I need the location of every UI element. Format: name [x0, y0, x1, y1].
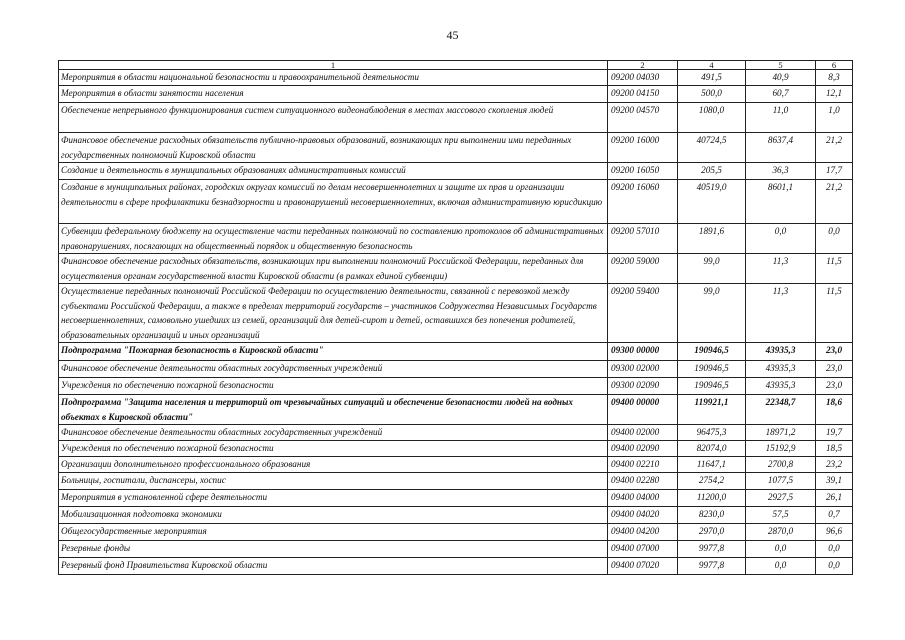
row-actual-value-cell: 8601,1	[746, 180, 816, 224]
row-actual-value-cell: 0,0	[746, 224, 816, 254]
row-name-cell: Субвенции федеральному бюджету на осуществление части переданных полномочий по составлению протоколов об административных правонарушениях, посягающих на общественный порядок и общественную безопасность	[59, 224, 608, 254]
row-code-cell: 09300 02000	[608, 361, 678, 378]
row-code-cell: 09200 16000	[608, 133, 678, 163]
table-row	[59, 343, 853, 361]
table-row	[59, 378, 853, 395]
row-actual-value-cell: 11,3	[746, 284, 816, 343]
page-number: 45	[446, 28, 459, 42]
row-code-cell: 09400 02090	[608, 441, 678, 457]
header-cell-percent: 6	[816, 61, 853, 70]
budget-table	[58, 60, 853, 575]
table-header-row	[59, 61, 853, 70]
row-plan-value-cell: 8230,0	[678, 507, 746, 524]
table-row	[59, 558, 853, 575]
row-percent-cell: 39,1	[816, 473, 853, 490]
table-row	[59, 441, 853, 457]
row-code-cell: 09300 02090	[608, 378, 678, 395]
row-percent-cell: 18,5	[816, 441, 853, 457]
row-name-cell: Подпрограмма "Защита населения и территорий от чрезвычайных ситуаций и обеспечение безопасности людей на водных объектах в Кировской области"	[59, 395, 608, 425]
row-percent-cell: 0,7	[816, 507, 853, 524]
row-name-cell: Мероприятия в области национальной безопасности и правоохранительной деятельности	[59, 70, 608, 86]
row-actual-value-cell: 11,0	[746, 103, 816, 133]
row-plan-value-cell: 2970,0	[678, 524, 746, 541]
row-name-cell: Резервный фонд Правительства Кировской области	[59, 558, 608, 575]
table-row	[59, 507, 853, 524]
row-name-cell: Учреждения по обеспечению пожарной безопасности	[59, 378, 608, 395]
row-percent-cell: 19,7	[816, 425, 853, 441]
table-row	[59, 163, 853, 180]
row-name-cell: Создание и деятельность в муниципальных образованиях административных комиссий	[59, 163, 608, 180]
row-name-cell: Общегосударственные мероприятия	[59, 524, 608, 541]
row-actual-value-cell: 43935,3	[746, 343, 816, 361]
row-percent-cell: 0,0	[816, 541, 853, 558]
row-actual-value-cell: 2700,8	[746, 457, 816, 473]
row-actual-value-cell: 22348,7	[746, 395, 816, 425]
table-row	[59, 133, 853, 163]
row-name-cell: Создание в муниципальных районах, городских округах комиссий по делам несовершеннолетних и защите их прав и организации деятельности в сфере профилактики безнадзорности и правонарушений несовершеннолетних, включая административную юрисдикцию	[59, 180, 608, 224]
table-row	[59, 490, 853, 507]
row-percent-cell: 11,5	[816, 254, 853, 284]
table-row	[59, 361, 853, 378]
row-plan-value-cell: 491,5	[678, 70, 746, 86]
row-actual-value-cell: 18971,2	[746, 425, 816, 441]
row-plan-value-cell: 11647,1	[678, 457, 746, 473]
row-actual-value-cell: 2870,0	[746, 524, 816, 541]
row-percent-cell: 17,7	[816, 163, 853, 180]
row-code-cell: 09200 59400	[608, 284, 678, 343]
row-actual-value-cell: 40,9	[746, 70, 816, 86]
row-plan-value-cell: 82074,0	[678, 441, 746, 457]
row-percent-cell: 26,1	[816, 490, 853, 507]
row-actual-value-cell: 1077,5	[746, 473, 816, 490]
row-code-cell: 09300 00000	[608, 343, 678, 361]
row-actual-value-cell: 15192,9	[746, 441, 816, 457]
row-plan-value-cell: 40724,5	[678, 133, 746, 163]
row-name-cell: Мероприятия в установленной сфере деятельности	[59, 490, 608, 507]
row-plan-value-cell: 190946,5	[678, 361, 746, 378]
row-percent-cell: 0,0	[816, 224, 853, 254]
row-plan-value-cell: 99,0	[678, 284, 746, 343]
table-row	[59, 457, 853, 473]
table-row	[59, 103, 853, 133]
row-plan-value-cell: 9977,8	[678, 558, 746, 575]
table-row	[59, 395, 853, 425]
table-row	[59, 541, 853, 558]
row-name-cell: Организации дополнительного профессионального образования	[59, 457, 608, 473]
row-plan-value-cell: 1080,0	[678, 103, 746, 133]
row-name-cell: Финансовое обеспечение деятельности областных государственных учреждений	[59, 425, 608, 441]
row-plan-value-cell: 11200,0	[678, 490, 746, 507]
row-code-cell: 09400 07020	[608, 558, 678, 575]
row-percent-cell: 23,2	[816, 457, 853, 473]
row-actual-value-cell: 11,3	[746, 254, 816, 284]
row-code-cell: 09400 02000	[608, 425, 678, 441]
row-percent-cell: 1,0	[816, 103, 853, 133]
table-row	[59, 284, 853, 343]
row-code-cell: 09400 02280	[608, 473, 678, 490]
row-plan-value-cell: 2754,2	[678, 473, 746, 490]
row-name-cell: Учреждения по обеспечению пожарной безопасности	[59, 441, 608, 457]
row-actual-value-cell: 57,5	[746, 507, 816, 524]
row-name-cell: Мобилизационная подготовка экономики	[59, 507, 608, 524]
row-plan-value-cell: 119921,1	[678, 395, 746, 425]
row-name-cell: Финансовое обеспечение деятельности областных государственных учреждений	[59, 361, 608, 378]
row-plan-value-cell: 99,0	[678, 254, 746, 284]
row-actual-value-cell: 43935,3	[746, 361, 816, 378]
row-percent-cell: 8,3	[816, 70, 853, 86]
row-name-cell: Финансовое обеспечение расходных обязательств, возникающих при выполнении полномочий Российской Федерации, переданных для осуществления органам государственной власти Кировской области (в рамках единой субвенции)	[59, 254, 608, 284]
row-code-cell: 09400 00000	[608, 395, 678, 425]
row-percent-cell: 11,5	[816, 284, 853, 343]
row-plan-value-cell: 9977,8	[678, 541, 746, 558]
row-code-cell: 09200 59000	[608, 254, 678, 284]
row-percent-cell: 23,0	[816, 343, 853, 361]
row-name-cell: Подпрограмма "Пожарная безопасность в Кировской области"	[59, 343, 608, 361]
row-code-cell: 09200 04570	[608, 103, 678, 133]
row-percent-cell: 21,2	[816, 180, 853, 224]
row-name-cell: Больницы, госпитали, диспансеры, хоспис	[59, 473, 608, 490]
table-row	[59, 524, 853, 541]
row-name-cell: Резервные фонды	[59, 541, 608, 558]
table-row	[59, 86, 853, 103]
row-code-cell: 09200 16050	[608, 163, 678, 180]
row-code-cell: 09400 07000	[608, 541, 678, 558]
row-percent-cell: 96,6	[816, 524, 853, 541]
row-percent-cell: 12,1	[816, 86, 853, 103]
row-percent-cell: 23,0	[816, 378, 853, 395]
row-actual-value-cell: 2927,5	[746, 490, 816, 507]
row-code-cell: 09400 04000	[608, 490, 678, 507]
row-actual-value-cell: 0,0	[746, 558, 816, 575]
row-name-cell: Мероприятия в области занятости населения	[59, 86, 608, 103]
row-plan-value-cell: 190946,5	[678, 378, 746, 395]
row-percent-cell: 23,0	[816, 361, 853, 378]
row-plan-value-cell: 205,5	[678, 163, 746, 180]
row-name-cell: Осуществление переданных полномочий Российской Федерации по осуществлению деятельности, связанной с перевозкой между субъектами Российской Федерации, а также в пределах территорий государств – участников Содружества Независимых Государств несовершеннолетних, самовольно ушедших из семей, организаций для детей-сирот и детей, оставшихся без попечения родителей, образовательных организаций и иных организаций	[59, 284, 608, 343]
row-plan-value-cell: 40519,0	[678, 180, 746, 224]
row-plan-value-cell: 190946,5	[678, 343, 746, 361]
row-name-cell: Обеспечение непрерывного функционирования систем ситуационного видеонаблюдения в местах массового скопления людей	[59, 103, 608, 133]
table-row	[59, 425, 853, 441]
header-cell-plan: 4	[678, 61, 746, 70]
table-row	[59, 254, 853, 284]
row-code-cell: 09200 57010	[608, 224, 678, 254]
row-percent-cell: 21,2	[816, 133, 853, 163]
table-row	[59, 70, 853, 86]
row-actual-value-cell: 60,7	[746, 86, 816, 103]
row-percent-cell: 18,6	[816, 395, 853, 425]
row-actual-value-cell: 8637,4	[746, 133, 816, 163]
row-actual-value-cell: 43935,3	[746, 378, 816, 395]
row-name-cell: Финансовое обеспечение расходных обязательств публично-правовых образований, возникающих при выполнении ими переданных государственных полномочий Кировской области	[59, 133, 608, 163]
row-percent-cell: 0,0	[816, 558, 853, 575]
row-code-cell: 09200 04030	[608, 70, 678, 86]
row-plan-value-cell: 1891,6	[678, 224, 746, 254]
row-code-cell: 09400 04200	[608, 524, 678, 541]
table-row	[59, 473, 853, 490]
header-cell-name: 1	[59, 61, 608, 70]
header-cell-actual: 5	[746, 61, 816, 70]
row-actual-value-cell: 36,3	[746, 163, 816, 180]
row-code-cell: 09200 16060	[608, 180, 678, 224]
row-code-cell: 09400 02210	[608, 457, 678, 473]
table-row	[59, 180, 853, 224]
row-actual-value-cell: 0,0	[746, 541, 816, 558]
row-code-cell: 09400 04020	[608, 507, 678, 524]
row-plan-value-cell: 96475,3	[678, 425, 746, 441]
row-plan-value-cell: 500,0	[678, 86, 746, 103]
row-code-cell: 09200 04150	[608, 86, 678, 103]
table-row	[59, 224, 853, 254]
header-cell-code: 2	[608, 61, 678, 70]
